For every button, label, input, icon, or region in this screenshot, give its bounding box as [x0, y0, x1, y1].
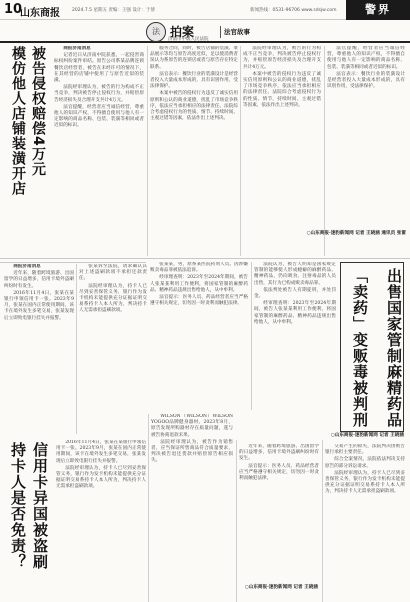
story1-headline2: 被告侵权赔偿4万元	[30, 46, 46, 177]
story2-para-3: 法官提示：医务人员、药品经营者应当严格遵守相关规定，切勿因一时贪利而触犯法律。	[150, 295, 248, 307]
story1-right-para-2: 法官表示：餐饮行业的装潢设计是经营者投入大量成本形成的，具有识别作用，受法律保护。	[150, 71, 238, 90]
story2-headline2: 「卖药」变贩毒被判刑	[351, 268, 369, 428]
rule	[251, 262, 252, 410]
story1-body	[54, 46, 144, 240]
rule	[147, 46, 148, 256]
issue-info: 2024.7.5 星期五 责编：王强 设计：于倩	[72, 8, 155, 13]
story1-body-col4	[327, 46, 405, 228]
court-emblem-icon: 法	[146, 22, 166, 42]
story1-headline: 模仿他人店铺装潢开店	[10, 46, 26, 196]
story3-para-1: 近年来，随着跨境旅游、出国留学的日益增多，信用卡境外盗刷纠纷时有发生。	[4, 271, 74, 289]
story1-para-1: 记者近日从济南中院获悉，一起侵害商标权纠纷案件审结。原告公司系某品牌连锁餐饮店经营者，被告在未经许可的情况下，在其经营的店铺中使用了与原告近似的装潢。	[54, 53, 144, 84]
story3-col2-para-2: 法院经审理认为，持卡人已尽到妥善保管义务，银行作为发卡机构未能提供充分证据证明交易系持卡人本人所为，判决持卡人无需承担盗刷款项。	[79, 283, 147, 314]
story3-headline: 持卡人是否免责？	[9, 442, 27, 570]
column-divider	[220, 26, 221, 38]
story5-para-2: 综合全案情况，法院依法判决支持原告的部分诉讼请求。	[325, 457, 405, 469]
story3-para-2: 2016年11月4日，张某在某银行申领信用卡一张。2023年9月，张某在国内正常使用期间，该卡在境外发生多笔交易，张某发现后立即致电银行挂失并报警。	[4, 290, 74, 321]
rule	[324, 46, 325, 256]
story2-col2-para-2: 依法判处被告人有期徒刑，并处罚金。	[254, 287, 336, 300]
story3-headline2: 信用卡异国被盗刷	[31, 442, 49, 570]
story5-para-3: 法院经审理认为，持卡人已尽到妥善保管义务，银行作为发卡机构未能提供充分证据证明交易系持卡人本人所为，判决持卡人无需承担盗刷款项。	[325, 470, 405, 495]
story4-credit: ○山东商报·速豹新闻网 记者 王晓涵	[244, 585, 318, 590]
story3-body	[4, 264, 74, 434]
rule	[76, 264, 77, 434]
story1-body-col3	[243, 46, 321, 246]
story1-credit: ○山东商报·速豹新闻网 记者 王晓涵 通讯员 张雷	[306, 231, 406, 236]
story2-credit: ○山东商报·速豹新闻网 记者 王晓涵	[330, 433, 404, 438]
rule	[148, 414, 149, 602]
story2-headline: 出售国家管制麻精药品	[385, 268, 403, 428]
story3-col2-para-1: 张某诉至法院，请求确认其对上述盗刷款项不承担还款责任。	[79, 264, 147, 282]
page-number: 10	[4, 2, 23, 17]
story3-body-lower	[56, 440, 146, 596]
section-banner: 警界	[346, 0, 410, 20]
story1-kicker: 商报济南消息	[63, 46, 91, 51]
column-tag: 法官故事	[224, 28, 250, 36]
rule	[236, 440, 237, 602]
story1-right-para-3: 本案中被告的侵权行为违反了诚实信用原则和公认的商业道德，扰乱了市场竞争秩序，依法应当承担相应的法律责任。法院综合考虑侵权行为的性质、情节、持续时间、主观过错等因素，依法作出上述判决。	[150, 91, 238, 122]
story1-para-2: 法院经审理认为，被告的行为构成不正当竞争，判决被告停止侵权行为，并赔偿原告经济损失及合理开支共计4万元。	[54, 85, 144, 103]
story1-right-para-1: 服务合同，同时，被告店铺的装潢、菜品展示等均与原告高度近似，足以使消费者误认为系原告的连锁店或者与原告存在特定联系。	[150, 46, 238, 70]
story3-lower-para-2: 法院经审理认为，持卡人已尽到妥善保管义务，银行作为发卡机构未能提供充分证据证明交易系持卡人本人所为，判决持卡人无需承担盗刷款项。	[56, 465, 146, 490]
story4-para-1: WILSON（WILSON）WILSON YOGOO品牌健身器材。2023年8月，原告发现所购器材存在质量问题，遂与被告协商退款未果。	[151, 414, 233, 438]
column-title: 拍案	[170, 25, 195, 39]
story4-body	[151, 414, 233, 596]
column-header	[0, 21, 410, 43]
story1-col3-para-1: 法院经审理认为，被告的行为构成不正当竞争，判决被告停止侵权行为，并赔偿原告经济损失及合理开支共计4万元。	[243, 46, 321, 70]
story1-col4-para-2: 法官表示：餐饮行业的装潢设计是经营者投入大量成本形成的，具有识别作用，受法律保护。	[327, 71, 405, 90]
section-rule	[0, 258, 410, 259]
story3-lower-para-1: 2016年11月4日，张某在某银行申领信用卡一张。2023年9月，张某在国内正常使用期间，该卡在境外发生多笔交易，张某发现后立即致电银行挂失并报警。	[56, 440, 146, 464]
masthead	[0, 0, 410, 20]
story3-kicker: 商报济南消息	[13, 264, 41, 269]
story2-body	[254, 262, 336, 432]
story2-body-left	[150, 262, 248, 410]
story5-para-1: 交易产生的损失，法院判决由被告银行承担主要责任。	[325, 444, 405, 456]
story3-body-col2	[79, 264, 147, 434]
rule	[240, 46, 241, 256]
story2-para-1: 张某某，男，原系某医院药剂人员。因涉嫌贩卖毒品罪被依法追诉。	[150, 262, 248, 274]
story1-col4-para-1: 法官提醒，经营者应当诚信经营，尊重他人的知识产权，不得擅自使用与他人有一定影响的商品名称、包装、装潢等相同或者近似的标识。	[327, 46, 405, 70]
story1-col3-para-2: 本案中被告的侵权行为违反了诚实信用原则和公认的商业道德，扰乱了市场竞争秩序，依法应当承担相应的法律责任。法院综合考虑侵权行为的性质、情节、持续时间、主观过错等因素，依法作出上述判决。	[243, 71, 321, 108]
story4-col2-para-1: 近年来，随着跨境旅游、出国留学的日益增多，信用卡境外盗刷纠纷时有发生。	[239, 444, 319, 462]
story1-para-3: 法官提醒，经营者应当诚信经营，尊重他人的知识产权，不得擅自使用与他人有一定影响的商品名称、包装、装潢等相同或者近似的标识。	[54, 104, 144, 129]
story4-para-2: 法院经审理认为，被告作为销售者，应当保证所售商品符合质量要求，判决被告退还货款并赔偿原告相应损失。	[151, 439, 233, 464]
site-info: 新闻热线：0531-96706 www.sdsjw.com	[250, 8, 337, 13]
story2-col2-para-1: 法院认为，被告人明知是国家规定管制的能够使人形成瘾癖的麻醉药品、精神药品，仍向吸食、注射毒品的人员出售，其行为已构成贩卖毒品罪。	[254, 262, 336, 286]
story4-col2-para-2: 法官提示：医务人员、药品经营者应当严格遵守相关规定，切勿因一时贪利而触犯法律。	[239, 463, 319, 482]
story2-col2-para-3: 经审理查明：2023年至2024年期间，被告人张某某利用工作便利，将国家管制的麻醉药品、精神药品违规出售给他人，从中牟利。	[254, 301, 336, 325]
rule	[0, 262, 146, 263]
story2-para-2: 经审理查明：2023年至2024年期间，被告人张某某利用工作便利，将国家管制的麻醉药品、精神药品违规出售给他人，从中牟利。	[150, 275, 248, 293]
column-subtitle: 济南市中级人民法院	[168, 37, 209, 42]
paper-name: 山东商报	[20, 8, 60, 19]
story1-body-right	[150, 46, 238, 246]
story4-body-col2	[239, 444, 319, 584]
rule	[322, 440, 323, 602]
story5-body	[325, 444, 405, 594]
